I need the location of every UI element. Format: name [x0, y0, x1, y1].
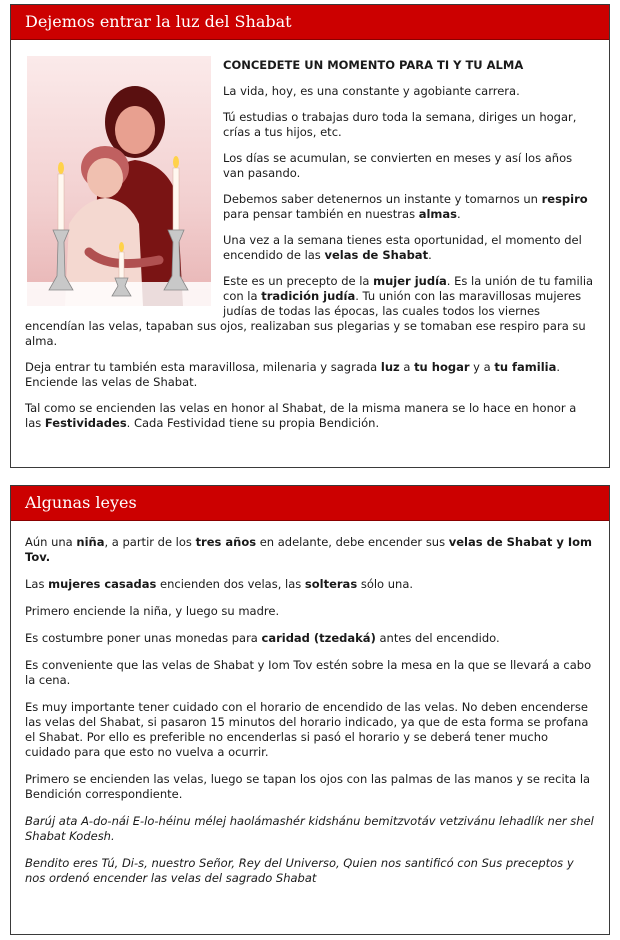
- law-item: Las mujeres casadas encienden dos velas, las solteras sólo una.: [25, 577, 414, 591]
- paragraph: La vida, hoy, es una constante y agobiante carrera.: [223, 84, 520, 98]
- middle-flame-icon: [119, 242, 124, 252]
- paragraph: Los días se acumulan, se convierten en meses y así los años van pasando.: [223, 151, 573, 180]
- paragraph: Deja entrar tu también esta maravillosa, milenaria y sagrada luz a tu hogar y a tu familia. Enciende las velas de Shabat.: [25, 360, 561, 389]
- left-flame-icon: [58, 162, 64, 174]
- right-candle: [173, 168, 179, 230]
- girl-face: [87, 158, 123, 198]
- paragraph: Debemos saber detenernos un instante y tomarnos un respiro para pensar también en nuestras almas.: [223, 192, 588, 221]
- panel-title: Algunas leyes: [11, 486, 609, 521]
- paragraph: Una vez a la semana tienes esta oportunidad, el momento del encendido de las velas de Shabat.: [223, 233, 582, 262]
- blessing-hebrew: Barúj ata A-do-nái E-lo-héinu mélej haolámashér kidshánu bemitzvotáv vetzivánu lehadlík ner shel Shabat Kodesh.: [25, 814, 594, 843]
- panel-title: Dejemos entrar la luz del Shabat: [11, 5, 609, 40]
- middle-candle: [119, 252, 124, 278]
- candle-lighting-photo: [27, 56, 211, 306]
- law-item: Es muy importante tener cuidado con el horario de encendido de las velas. No deben encenderse las velas del Shabat, si pasaron 15 minutos del horario indicado, ya que de esta forma se profana el Shabat. Por ello es preferible no encenderlas si pasó el horario y se deberá tener mucho cuidado para que esto no vuelva a ocurrir.: [25, 700, 589, 759]
- laws-panel: [10, 485, 610, 935]
- law-item: Primero enciende la niña, y luego su madre.: [25, 604, 280, 618]
- paragraph: Este es un precepto de la mujer judía. Es la unión de tu familia con la tradición judía. Tu unión con las maravillosas mujeres judías de todas las épocas, las cuales todos los viernes encendían las velas, tapaban sus ojos, realizaban sus plegarias y se tomaban ese respiro para su alma.: [25, 274, 594, 348]
- law-item: Es costumbre poner unas monedas para caridad (tzedaká) antes del encendido.: [25, 631, 500, 645]
- law-item: Primero se encienden las velas, luego se tapan los ojos con las palmas de las manos y se recita la Bendición correspondiente.: [25, 772, 591, 801]
- mother-face: [115, 106, 155, 154]
- section-heading: CONCEDETE UN MOMENTO PARA TI Y TU ALMA: [223, 58, 524, 72]
- shabat-light-panel: [10, 4, 610, 468]
- blessing-spanish: Bendito eres Tú, Di-s, nuestro Señor, Rey del Universo, Quien nos santificó con Sus preceptos y nos ordenó encender las velas del sagrado Shabat: [25, 856, 574, 885]
- right-flame-icon: [173, 156, 179, 168]
- left-candle: [58, 174, 64, 230]
- law-item: Es conveniente que las velas de Shabat y Iom Tov estén sobre la mesa en la que se llevará a cabo la cena.: [25, 658, 592, 687]
- candle-lighting-illustration: [27, 56, 211, 306]
- law-item: Aún una niña, a partir de los tres años en adelante, debe encender sus velas de Shabat y Iom Tov.: [25, 535, 593, 564]
- paragraph: Tú estudias o trabajas duro toda la semana, diriges un hogar, crías a tus hijos, etc.: [223, 110, 577, 139]
- paragraph: Tal como se encienden las velas en honor al Shabat, de la misma manera se lo hace en honor a las Festividades. Cada Festividad tiene su propia Bendición.: [25, 401, 577, 430]
- panel-body: [11, 40, 609, 431]
- panel-body: [11, 521, 609, 886]
